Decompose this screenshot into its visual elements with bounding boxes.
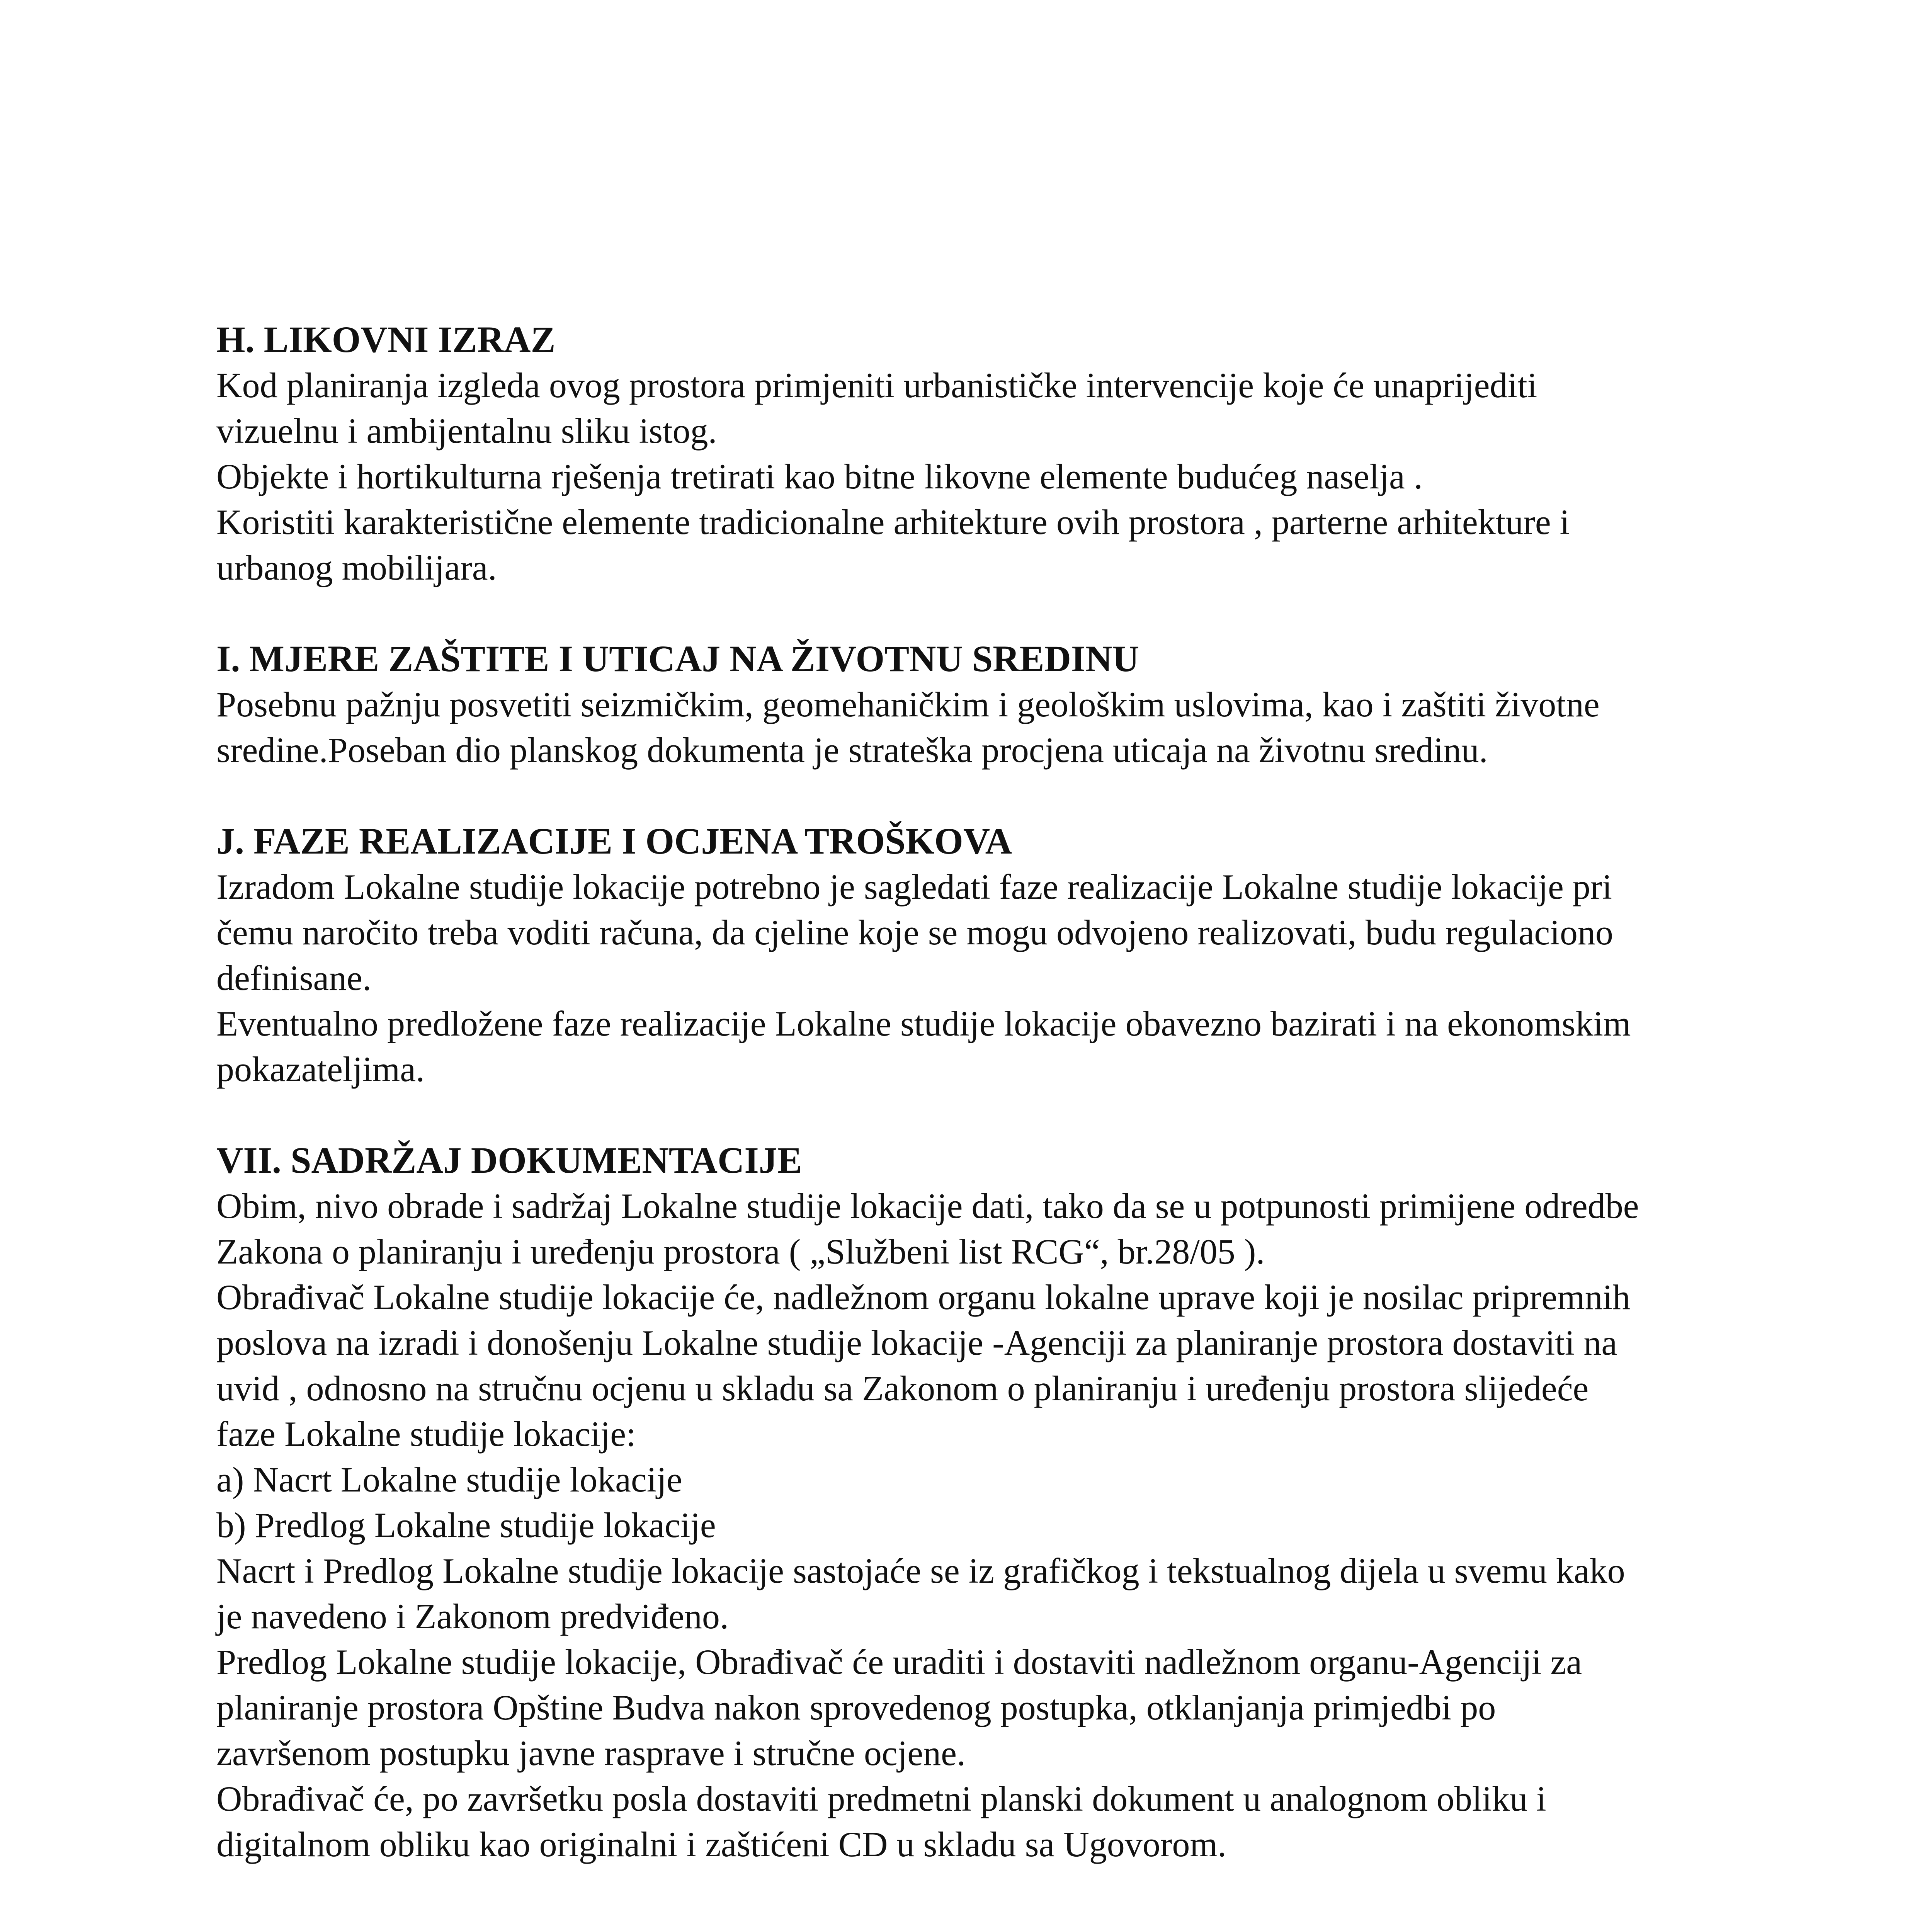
paragraph: Objekte i hortikulturna rješenja tretirati kao bitne likovne elemente budućeg naselja . <box>216 457 1423 496</box>
list-item: b) Predlog Lokalne studije lokacije <box>216 1505 716 1545</box>
paragraph: Koristiti karakteristične elemente tradicionalne arhitekture ovih prostora , parterne arhitekture i urbanog mobilijara. <box>216 502 1570 587</box>
paragraph: Izradom Lokalne studije lokacije potrebno je sagledati faze realizacije Lokalne studije lokacije pri čemu naročito treba voditi računa, da cjeline koje se mogu odvojeno realizovati, budu regulaciono definisane. <box>216 867 1613 998</box>
paragraph: Posebnu pažnju posvetiti seizmičkim, geomehaničkim i geološkim uslovima, kao i zaštiti životne sredine.Poseban dio planskog dokumenta je strateška procjena uticaja na životnu sredinu. <box>216 685 1600 770</box>
document-body <box>216 317 1646 1913</box>
section-sadrzaj-dokumentacije <box>216 1138 1646 1867</box>
section-heading: J. FAZE REALIZACIJE I OCJENA TROŠKOVA <box>216 820 1012 862</box>
section-likovni-izraz <box>216 317 1646 590</box>
list-item: a) Nacrt Lokalne studije lokacije <box>216 1460 682 1499</box>
paragraph: Kod planiranja izgleda ovog prostora primjeniti urbanističke intervencije koje će unaprijediti vizuelnu i ambijentalnu sliku istog. <box>216 366 1537 451</box>
paragraph: Obrađivač Lokalne studije lokacije će, nadležnom organu lokalne uprave koji je nosilac pripremnih poslova na izradi i donošenju Lokalne studije lokacije -Agenciji za planiranje prostora dostaviti na uvid , odnosno na stručnu ocjenu u skladu sa Zakonom o planiranju i uređenju prostora slijedeće faze Lokalne studije lokacije: <box>216 1277 1631 1454</box>
paragraph: Obim, nivo obrade i sadržaj Lokalne studije lokacije dati, tako da se u potpunosti primijene odredbe Zakona o planiranju i uređenju prostora ( „Službeni list RCG“, br.28/05 ). <box>216 1186 1639 1271</box>
section-heading: I. MJERE ZAŠTITE I UTICAJ NA ŽIVOTNU SREDINU <box>216 638 1139 679</box>
section-heading: VII. SADRŽAJ DOKUMENTACIJE <box>216 1139 802 1181</box>
paragraph: Eventualno predložene faze realizacije Lokalne studije lokacije obavezno bazirati i na ekonomskim pokazateljima. <box>216 1004 1631 1089</box>
section-heading: H. LIKOVNI IZRAZ <box>216 319 556 360</box>
paragraph: Nacrt i Predlog Lokalne studije lokacije sastojaće se iz grafičkog i tekstualnog dijela u svemu kako je navedeno i Zakonom predviđeno. <box>216 1551 1625 1636</box>
section-mjere-zastite <box>216 636 1646 773</box>
section-faze-realizacije <box>216 818 1646 1092</box>
paragraph: Predlog Lokalne studije lokacije, Obrađivač će uraditi i dostaviti nadležnom organu-Agenciji za planiranje prostora Opštine Budva nakon sprovedenog postupka, otklanjanja primjedbi po završenom postupku javne rasprave i stručne ocjene. <box>216 1642 1582 1773</box>
paragraph: Obrađivač će, po završetku posla dostaviti predmetni planski dokument u analognom obliku i digitalnom obliku kao originalni i zaštićeni CD u skladu sa Ugovorom. <box>216 1779 1546 1864</box>
